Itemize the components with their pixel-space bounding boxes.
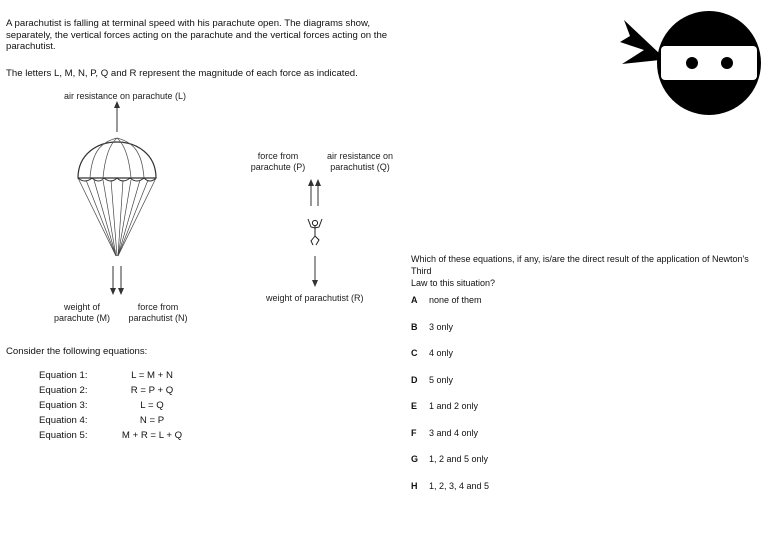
- label-air-resistance-parachutist-line2: parachutist (Q): [330, 162, 390, 172]
- equations-list: [39, 368, 197, 443]
- option-letter: D: [411, 375, 418, 385]
- label-force-from-parachutist-line2: parachutist (N): [128, 313, 188, 323]
- option-text: 1 and 2 only: [429, 401, 479, 411]
- label-force-from-parachutist: [120, 302, 196, 324]
- equation-name: Equation 1:: [39, 370, 88, 381]
- option-letter: E: [411, 401, 418, 411]
- label-weight-parachute-line1: weight of: [63, 302, 101, 312]
- option-text: none of them: [429, 295, 482, 305]
- option-letter: A: [411, 295, 418, 305]
- equation-expression: L = M + N: [131, 370, 173, 381]
- equation-row: [39, 428, 197, 443]
- intro-line: separately, the vertical forces acting on the parachute and the vertical forces acting on the: [6, 29, 388, 41]
- equation-name: Equation 2:: [39, 385, 88, 396]
- question-text: [411, 253, 767, 289]
- parachutist-diagram: [300, 178, 330, 290]
- equation-row: [39, 398, 197, 413]
- label-air-resistance-parachutist: [316, 151, 404, 173]
- option-f[interactable]: [411, 428, 478, 438]
- label-force-from-parachutist-line1: force from: [137, 302, 179, 312]
- equation-expression: L = Q: [140, 400, 164, 411]
- option-d[interactable]: [411, 375, 453, 385]
- equation-name: Equation 5:: [39, 430, 88, 441]
- option-b[interactable]: [411, 322, 453, 332]
- question-line: Which of these equations, if any, is/are the direct result of the application of Newton's Third: [411, 254, 749, 276]
- consider-heading: Consider the following equations:: [6, 346, 148, 357]
- option-text: 4 only: [429, 348, 454, 358]
- option-text: 3 only: [429, 322, 454, 332]
- intro-line: A parachutist is falling at terminal speed with his parachute open. The diagrams show,: [6, 18, 371, 29]
- option-letter: G: [411, 454, 419, 464]
- option-e[interactable]: [411, 401, 478, 411]
- question-intro: [6, 18, 426, 53]
- option-text: 3 and 4 only: [429, 428, 479, 438]
- letters-statement: The letters L, M, N, P, Q and R represent the magnitude of each force as indicated.: [6, 68, 358, 79]
- option-letter: B: [411, 322, 418, 332]
- label-air-resistance-parachute: air resistance on parachute (L): [63, 91, 187, 101]
- label-force-from-parachute: [242, 151, 314, 173]
- label-force-from-parachute-line2: parachute (P): [250, 162, 306, 172]
- label-weight-parachutist: weight of parachutist (R): [266, 293, 364, 303]
- label-weight-parachute: [48, 302, 116, 324]
- question-line: Law to this situation?: [411, 278, 496, 288]
- equation-expression: M + R = L + Q: [121, 430, 183, 441]
- equation-row: [39, 368, 197, 383]
- option-text: 1, 2 and 5 only: [429, 454, 489, 464]
- label-weight-parachute-line2: parachute (M): [53, 313, 111, 323]
- option-letter: F: [411, 428, 417, 438]
- equation-expression: R = P + Q: [130, 385, 174, 396]
- intro-line: parachutist.: [6, 41, 56, 53]
- equation-row: [39, 383, 197, 398]
- equation-expression: N = P: [139, 415, 165, 426]
- option-text: 1, 2, 3, 4 and 5: [429, 481, 490, 491]
- parachute-diagram: [70, 100, 170, 300]
- equation-name: Equation 4:: [39, 415, 88, 426]
- option-h[interactable]: [411, 481, 489, 491]
- equation-name: Equation 3:: [39, 400, 88, 411]
- label-air-resistance-parachutist-line1: air resistance on: [326, 151, 394, 161]
- option-g[interactable]: [411, 454, 488, 464]
- label-force-from-parachute-line1: force from: [257, 151, 299, 161]
- option-text: 5 only: [429, 375, 454, 385]
- option-letter: H: [411, 481, 418, 491]
- option-letter: C: [411, 348, 418, 358]
- ninja-logo-icon: [620, 6, 760, 116]
- equation-row: [39, 413, 197, 428]
- option-c[interactable]: [411, 348, 453, 358]
- option-a[interactable]: [411, 295, 482, 305]
